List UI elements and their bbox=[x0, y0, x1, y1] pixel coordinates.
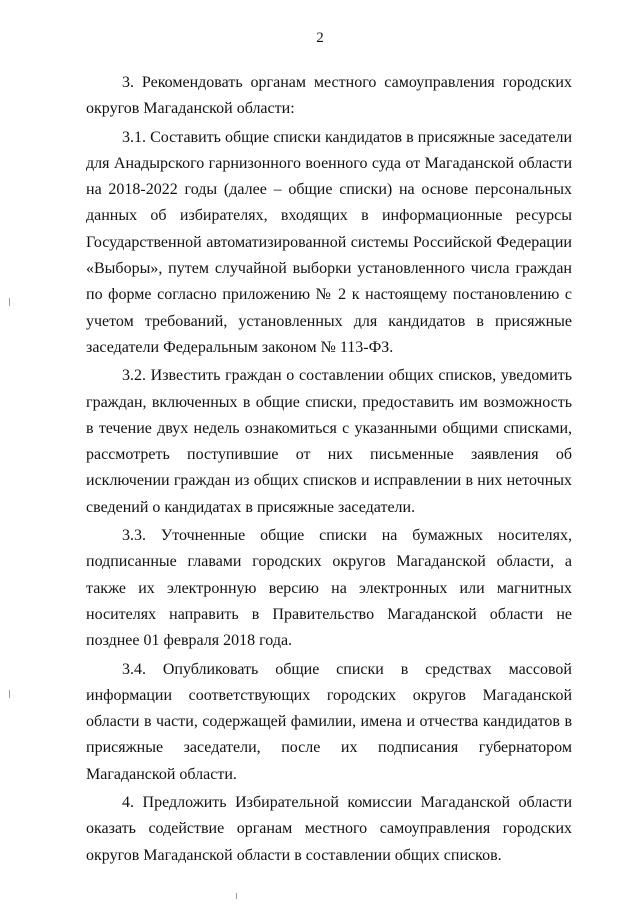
paragraph-3-2: 3.2. Известить граждан о составлении общих списков, уведомить граждан, включенных в общие списки, предоставить им возможность в течение двух недель ознакомиться с указанными общими списками, рассмотреть поступившие от них письменные заявления об исключении граждан из общих списков и исправлении в них неточных сведений о кандидатах в присяжные заседатели. bbox=[86, 367, 572, 516]
paragraph-3-3: 3.3. Уточненные общие списки на бумажных носителях, подписанные главами городских округов Магаданской области, а также их электронную версию на электронных или магнитных носителях направить в Правительство Магаданской области не позднее 01 февраля 2018 года. bbox=[86, 527, 572, 650]
paragraph-3-4: 3.4. Опубликовать общие списки в средствах массовой информации соответствующих городских округов Магаданской области в части, содержащей фамилии, имена и отчества кандидатов в присяжные заседатели, после их подписания губернатором Магаданской области. bbox=[86, 660, 572, 783]
document-body bbox=[86, 70, 572, 871]
paragraph-3: 3. Рекомендовать органам местного самоуправления городских округов Магаданской области: bbox=[86, 74, 572, 118]
paragraph-4: 4. Предложить Избирательной комиссии Магаданской области оказать содействие органам местного самоуправления городских округов Магаданской области в составлении общих списков. bbox=[86, 794, 572, 864]
scan-artifact-left-1 bbox=[9, 298, 10, 306]
page-number: 2 bbox=[316, 30, 324, 46]
scan-artifact-bottom bbox=[236, 893, 237, 899]
scan-artifact-left-2 bbox=[9, 690, 10, 698]
paragraph-3-1: 3.1. Составить общие списки кандидатов в присяжные заседатели для Анадырского гарнизонного военного суда от Магаданской области на 2018-2022 годы (далее – общие списки) на основе персональных данных об избирателях, входящих в информационные ресурсы Государственной автоматизированной системы Российской Федерации «Выборы», путем случайной выборки установленного числа граждан по форме согласно приложению № 2 к настоящему постановлению с учетом требований, установленных для кандидатов в присяжные заседатели Федеральным законом № 113-ФЗ. bbox=[86, 128, 572, 356]
